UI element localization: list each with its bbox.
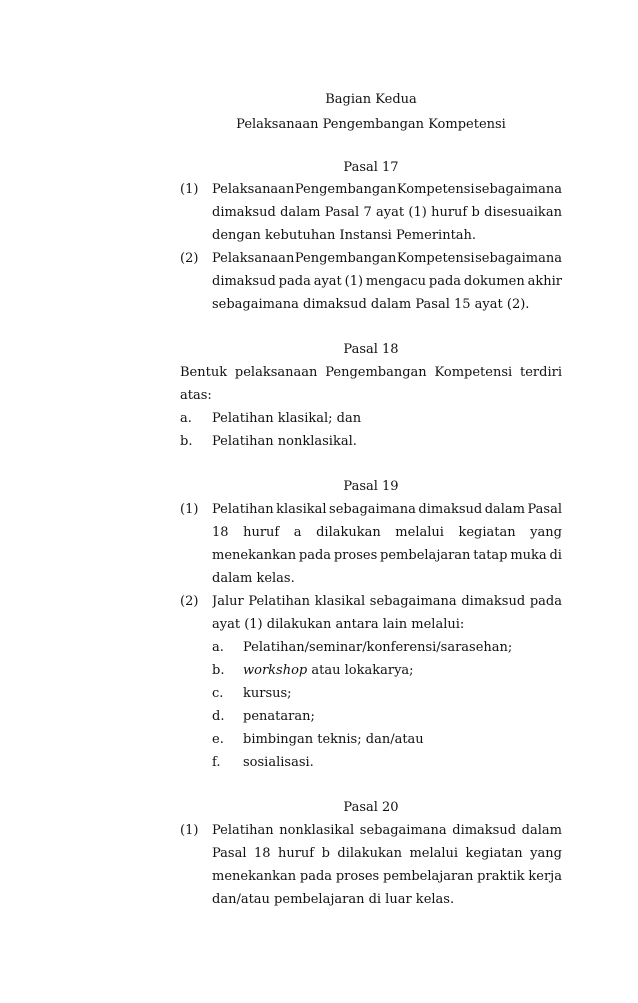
word: huruf (243, 525, 280, 540)
pasal-17-title: Pasal 17 (343, 160, 399, 175)
word: Pelaksanaan (212, 182, 295, 197)
word: pada (299, 869, 333, 884)
word: klasikal (276, 502, 327, 517)
word: dimaksud (212, 274, 276, 289)
word: (1) (408, 205, 427, 220)
word: pelaksanaan (234, 365, 318, 380)
word: Pengembangan (325, 365, 427, 380)
word: mengacu (365, 274, 427, 289)
word: sebagaimana (475, 251, 562, 266)
word: tatap (473, 548, 508, 563)
word: dalam (484, 502, 525, 517)
word: Bentuk (180, 365, 228, 380)
word: huruf (277, 846, 315, 861)
pasal-18-item-b-text: Pelatihan nonklasikal. (212, 434, 357, 449)
word: kerja (528, 869, 562, 884)
pasal-19-item-1-line-2 (212, 525, 562, 545)
word: (1) (344, 274, 364, 289)
word: 18 (212, 525, 229, 540)
word: nonklasikal (279, 823, 355, 838)
pasal-19-sub-d-text: penataran; (243, 709, 315, 724)
pasal-17-item-1-line-1 (212, 182, 562, 202)
pasal-19-item-1-line-4: dalam kelas. (212, 571, 295, 586)
word: Kompetensi (434, 365, 513, 380)
word: Pengembangan (294, 251, 397, 266)
pasal-19-item-2-marker: (2) (180, 594, 199, 609)
word: disesuaikan (484, 205, 562, 220)
word: Pasal (212, 846, 247, 861)
pasal-19-sub-d-marker: d. (212, 709, 225, 724)
word: Pengembangan (294, 182, 397, 197)
pasal-18-intro-line-2: atas: (180, 388, 212, 403)
word: sebagaimana (329, 502, 416, 517)
pasal-19-sub-f-marker: f. (212, 755, 221, 770)
pasal-19-sub-e-marker: e. (212, 732, 224, 747)
pasal-19-item-2-line-1 (212, 594, 562, 614)
word: Kompetensi (396, 182, 475, 197)
pasal-19-sub-c-text: kursus; (243, 686, 292, 701)
word: 18 (253, 846, 271, 861)
pasal-20-item-1-marker: (1) (180, 823, 199, 838)
word: terdiri (520, 365, 562, 380)
word: Pasal (527, 502, 562, 517)
pasal-19-title: Pasal 19 (343, 479, 399, 494)
pasal-18-item-b-marker: b. (180, 434, 193, 449)
word: menekankan (212, 548, 297, 563)
pasal-17-item-2-line-3: sebagaimana dimaksud dalam Pasal 15 ayat (2). (212, 297, 530, 312)
word: Pelatihan (248, 594, 311, 609)
word: Pelatihan (212, 823, 274, 838)
word: pada (529, 594, 562, 609)
word: Jalur (212, 594, 244, 609)
pasal-19-item-1-line-1 (212, 502, 562, 522)
word: kegiatan (465, 846, 523, 861)
pasal-18-item-a-text: Pelatihan klasikal; dan (212, 411, 362, 426)
pasal-18-item-a-marker: a. (180, 411, 192, 426)
pasal-20-item-1-line-2 (212, 846, 562, 866)
word: Pasal (324, 205, 360, 220)
word: di (549, 548, 562, 563)
word: dilakukan (337, 846, 402, 861)
word: b (471, 205, 480, 220)
word: dimaksud (461, 594, 526, 609)
word: klasikal (314, 594, 366, 609)
word: yang (530, 846, 562, 861)
pasal-19-sub-b-rest: atau lokakarya; (307, 663, 414, 678)
word: dimaksud (212, 205, 276, 220)
word: sebagaimana (359, 823, 447, 838)
word: huruf (431, 205, 468, 220)
pasal-19-sub-b-italic: workshop (243, 663, 308, 678)
word: dimaksud (418, 502, 483, 517)
pasal-20-title: Pasal 20 (343, 800, 399, 815)
pasal-20-item-1-line-4: dan/atau pembelajaran di luar kelas. (212, 892, 455, 907)
pasal-17-item-2-marker: (2) (180, 251, 199, 266)
word: Kompetensi (396, 251, 475, 266)
pasal-19-sub-e-text: bimbingan teknis; dan/atau (243, 732, 424, 747)
pasal-17-item-1-line-2 (212, 205, 562, 225)
pasal-17-item-2-line-1 (212, 251, 562, 271)
word: praktik (477, 869, 525, 884)
word: Pelatihan (212, 502, 274, 517)
word: pada (298, 548, 332, 563)
word: dokumen (463, 274, 525, 289)
word: yang (530, 525, 562, 540)
pasal-19-sub-f-text: sosialisasi. (243, 755, 314, 770)
word: melalui (409, 846, 459, 861)
word: b (321, 846, 330, 861)
pasal-19-item-2-line-2: ayat (1) dilakukan antara lain melalui: (212, 617, 465, 632)
word: pada (428, 274, 462, 289)
word: kegiatan (458, 525, 516, 540)
word: ayat (376, 205, 405, 220)
pasal-18-title: Pasal 18 (343, 342, 399, 357)
pasal-19-item-1-marker: (1) (180, 502, 199, 517)
word: Pelaksanaan (212, 251, 295, 266)
word: sebagaimana (369, 594, 457, 609)
word: pembelajaran (383, 869, 474, 884)
word: proses (333, 548, 378, 563)
section-part-heading: Bagian Kedua (325, 92, 417, 107)
pasal-20-item-1-line-1 (212, 823, 562, 843)
word: dilakukan (316, 525, 381, 540)
pasal-17-item-1-marker: (1) (180, 182, 199, 197)
word: a (293, 525, 302, 540)
word: 7 (363, 205, 372, 220)
word: proses (335, 869, 380, 884)
pasal-19-sub-b-text (243, 663, 414, 678)
word: pembelajaran (380, 548, 471, 563)
section-title: Pelaksanaan Pengembangan Kompetensi (236, 117, 506, 132)
pasal-19-sub-c-marker: c. (212, 686, 224, 701)
pasal-19-sub-a-marker: a. (212, 640, 224, 655)
pasal-17-item-1-line-3: dengan kebutuhan Instansi Pemerintah. (212, 228, 477, 243)
pasal-17-item-2-line-2 (212, 274, 562, 294)
word: ayat (313, 274, 342, 289)
word: sebagaimana (475, 182, 562, 197)
word: dimaksud (452, 823, 517, 838)
word: muka (510, 548, 547, 563)
word: pada (278, 274, 311, 289)
word: menekankan (212, 869, 297, 884)
word: melalui (395, 525, 444, 540)
word: dalam (521, 823, 562, 838)
pasal-20-item-1-line-3 (212, 869, 562, 889)
pasal-19-item-1-line-3 (212, 548, 562, 568)
pasal-19-sub-b-marker: b. (212, 663, 225, 678)
pasal-18-intro-line-1 (180, 365, 562, 385)
word: akhir (527, 274, 562, 289)
word: dalam (280, 205, 321, 220)
pasal-19-sub-a-text: Pelatihan/seminar/konferensi/sarasehan; (243, 640, 513, 655)
